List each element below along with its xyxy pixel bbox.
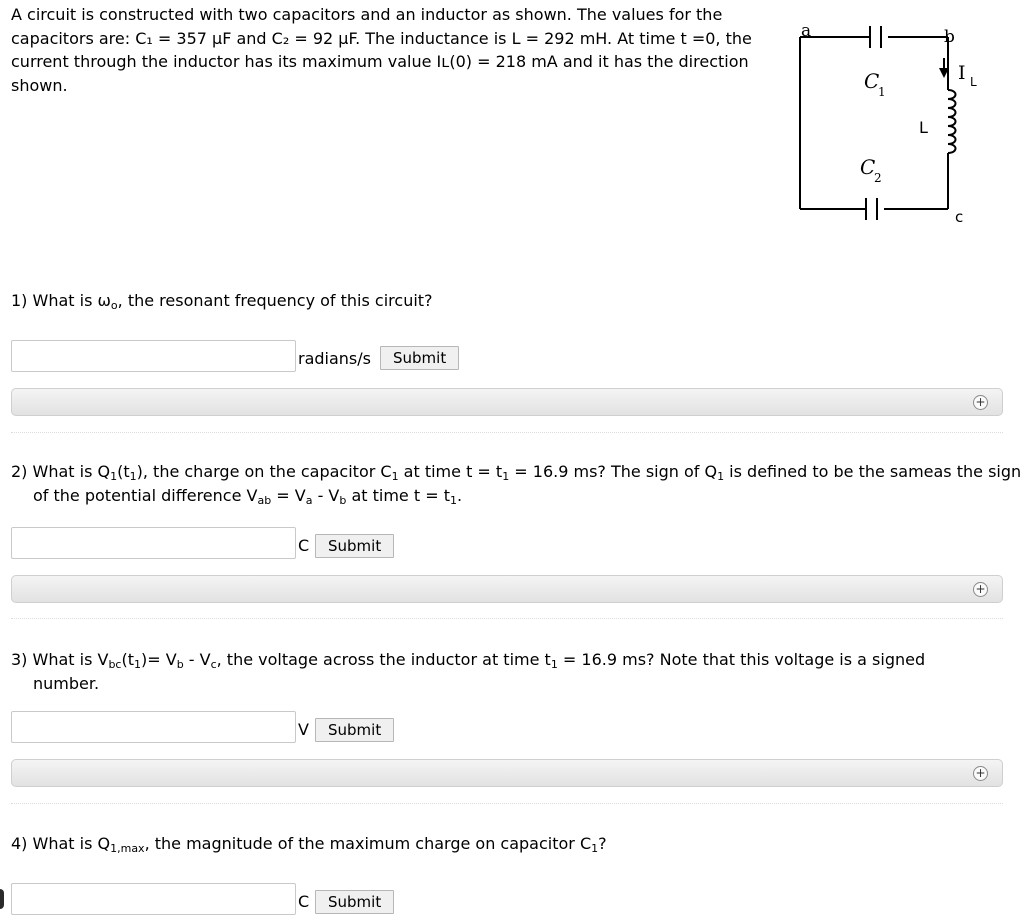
answer-input-1[interactable] bbox=[11, 340, 296, 372]
submit-button-1[interactable]: Submit bbox=[380, 346, 459, 370]
current-label: I bbox=[958, 62, 966, 84]
unit-label-1: radians/s bbox=[298, 349, 371, 368]
question-text: What is $Q_1(t_1)$, the charge on the capacitor $C_1$ at time $t = t_1 = 16.9$ ms? The sign of $Q_1$ is defined to be the sameas the sign of the potential difference $V_{ab} = V_a - V_b$ at time $t = t_1$. bbox=[32, 462, 1022, 507]
answer-input-4[interactable] bbox=[11, 883, 296, 915]
answer-input-3[interactable] bbox=[11, 711, 296, 743]
node-c-label: c bbox=[955, 208, 964, 226]
question-2 bbox=[11, 460, 1033, 508]
question-4 bbox=[11, 832, 1011, 856]
question-number: 2) bbox=[11, 462, 28, 481]
expand-plus-icon[interactable]: + bbox=[973, 766, 988, 781]
question-text: What is $Q_{1,max}$, the magnitude of the maximum charge on capacitor $C_1$? bbox=[32, 834, 607, 855]
expand-plus-icon[interactable]: + bbox=[973, 582, 988, 597]
node-a-label: a bbox=[801, 21, 812, 41]
inductor-label: L bbox=[919, 118, 928, 137]
answer-input-2[interactable] bbox=[11, 527, 296, 559]
question-3 bbox=[11, 648, 993, 696]
question-text: What is $\omega_o$, the resonant frequency of this circuit? bbox=[32, 291, 433, 312]
cap2-subscript: 2 bbox=[874, 171, 882, 185]
divider bbox=[11, 618, 1003, 619]
problem-statement: A circuit is constructed with two capacitors and an inductor as shown. The values for the capacitors are: C₁ = 357 μF and C₂ = 92 μF. The inductance is L = 292 mH. At time t =0, the current through the inductor has its maximum value Iʟ(0) = 218 mA and it has the direction shown. bbox=[11, 5, 752, 95]
submit-button-3[interactable]: Submit bbox=[315, 718, 394, 742]
question-number: 4) bbox=[11, 834, 28, 853]
unit-label-3: V bbox=[298, 720, 309, 739]
question-number: 1) bbox=[11, 291, 28, 310]
cap1-subscript: 1 bbox=[878, 85, 886, 99]
question-text: What is $V_{bc}(t_1)= V_b - V_c$, the voltage across the inductor at time $t_1 = 16.9$ ms? Note that this voltage is a signed number. bbox=[32, 650, 926, 693]
question-1 bbox=[11, 289, 1011, 313]
cap2-label: C bbox=[860, 155, 876, 179]
cap1-label: C bbox=[864, 69, 880, 93]
hint-bar-3[interactable] bbox=[11, 759, 1003, 787]
unit-label-4: C bbox=[298, 892, 310, 911]
node-b-label: b bbox=[944, 27, 955, 47]
current-subscript: L bbox=[970, 75, 977, 89]
question-number: 3) bbox=[11, 650, 28, 669]
divider bbox=[11, 432, 1003, 433]
divider bbox=[11, 803, 1003, 804]
hint-bar-1[interactable] bbox=[11, 388, 1003, 416]
hint-bar-2[interactable] bbox=[11, 575, 1003, 603]
page-edge-marker bbox=[0, 889, 4, 909]
circuit-diagram bbox=[786, 18, 976, 233]
submit-button-2[interactable]: Submit bbox=[315, 534, 394, 558]
unit-label-2: C bbox=[298, 536, 310, 555]
inductor-coil bbox=[948, 90, 956, 153]
expand-plus-icon[interactable]: + bbox=[973, 395, 988, 410]
submit-button-4[interactable]: Submit bbox=[315, 890, 394, 914]
